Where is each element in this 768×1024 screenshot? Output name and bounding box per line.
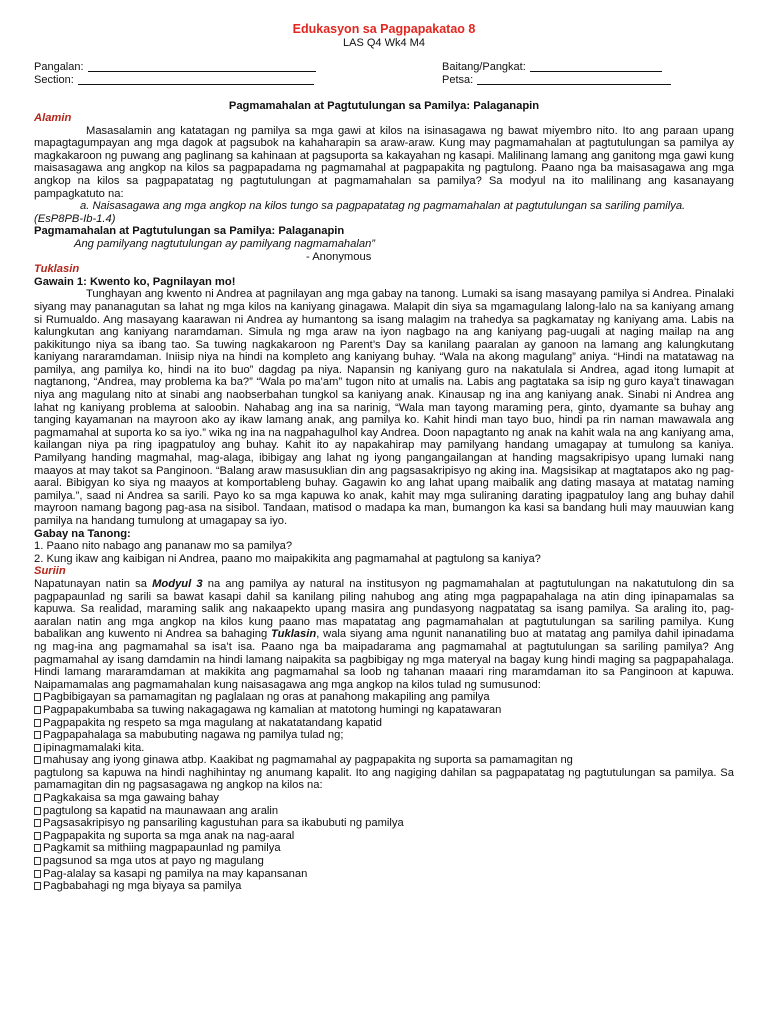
section-field[interactable] (34, 74, 314, 88)
module-code: LAS Q4 Wk4 M4 (343, 37, 425, 49)
bullet-box-icon (34, 844, 41, 852)
suriin-heading: Suriin (34, 565, 66, 578)
bullet-box-icon (34, 794, 41, 802)
list-item: ipinagmamalaki kita. (34, 742, 734, 755)
bullet-box-icon (34, 819, 41, 827)
suriin-paragraph (34, 578, 734, 691)
bullet-box-icon (34, 731, 41, 739)
section-label: Section: (34, 74, 74, 86)
bullet-box-icon (34, 882, 41, 890)
activity-title: Gawain 1: Kwento ko, Pagnilayan mo! (34, 275, 236, 288)
date-blank[interactable] (477, 74, 671, 85)
competency-code: (EsP8PB-Ib-1.4) (34, 212, 116, 225)
name-field[interactable] (34, 61, 316, 75)
list-item: Pagpapahalaga sa mabubuting nagawa ng pamilya tulad ng; (34, 729, 734, 742)
date-field[interactable] (442, 74, 671, 88)
support-paragraph: pagtulong sa kapuwa na hindi naghihintay ng anumang kapalit. Ito ang nagiging dahilan sa pagpapatatag ng pagtutulungan sa pamilya. Sa pamamagitan din ng pagsasagawa ng angkop na kilos na: (34, 766, 734, 792)
suriin-text-a: Napatunayan natin sa (34, 577, 153, 590)
list-item: Pagbabahagi ng mga biyaya sa pamilya (34, 880, 734, 893)
name-label: Pangalan: (34, 61, 84, 73)
suriin-text-c: , wala siyang ama ngunit nananatiling buo at matatag ang pamilya dahil ipinadama ng mag-ina ang pagmamahal sa isa’t isa. Paano nga ba maipadarama ang pagmamahal at pagtutulungan sa sariling pamilya? Ang pagmamahal ay isang damdamin na hindi lamang naipakita sa pagbibigay ng mga materyal na bagay kung hindi maging sa pagpapahalaga. Hindi lamang mararamdaman at makikita ang pagmamahal sa loob ng tahanan maaari ring maramdaman ito sa Panginoon at kapuwa. Naipamamalas ang pagmamahalan kung naisasagawa ang mga angkop na kilos tulad ng sumusunod: (34, 628, 735, 691)
list-item: Pagpapakita ng suporta sa mga anak na nag-aaral (34, 830, 734, 843)
quote-text: Ang pamilyang nagtutulungan ay pamilyang nagmamahalan” (74, 237, 376, 250)
tuklasin-reference: Tuklasin (271, 628, 317, 641)
learning-objective: a. Naisasagawa ang mga angkop na kilos tungo sa pagpapatatag ng pagmamahalan at pagtutulungan sa sariling pamilya. (80, 200, 686, 213)
date-label: Petsa: (442, 74, 474, 86)
list-item: Pagpapakumbaba sa tuwing nakagagawa ng kamalian at matotong humingi ng kapatawaran (34, 704, 734, 717)
list-item: mahusay ang iyong ginawa atbp. Kaakibat ng pagmamahal ay pagpapakita ng suporta sa pamamagitan ng (34, 754, 734, 767)
story-text: Tunghayan ang kwento ni Andrea at pagnilayan ang mga gabay na tanong. Lumaki sa isang masayang pamilya si Andrea. Pinalaki siyang may pananagutan sa lahat ng mga kilos na kaniyang ginagawa. Malapit din siya sa mgamagulang lalong-lalo na sa kaniyang amang si Rumualdo. Ang masayang kaarawan ni Andrea ay humantong sa isang malagim na trahedya sa pagkamatay ng kaniyang ama. Labis na kalungkutan ang kaniyang naramdaman. Simula ng mga araw na iyon nagbago na ang kaniyang pag-uugali at naging mailap na ang pakikitungo niya sa ibang tao. Sa tuwing nagkakaroon ng Parent’s Day sa kanilang paaralan ay ganoon na lamang ang kalungkutang kaniyang nararamdaman. Iniisip niya na hindi na kompleto ang kaniyang buhay. “Wala na akong magulang” aniya. “Hindi na matatawag na pamilya, ang pamilya ko, hindi na ito buo” dagdag pa niya. Napansin ng kaniyang guro na nakatulala si Andrea, agad itong lumapit at nagtanong, “Andrea, may problema ka ba?” “Wala po ma’am” tugon nito at umalis na. Labis ang pagtataka sa isip ng guro kaya’t tinawagan niya ang magulang nito at sinabi ang naobserbahan tungkol sa kaniyang anak. Kinausap ng ina ang kaniyang anak. Sinabi ni Andrea ang lahat ng kaniyang problema at saloobin. Nahabag ang ina sa narinig, “Wala man tayong maraming pera, ginto, dyamante sa buhay ang tanging kayamanan na mayroon ako ay ikaw lamang anak, ang pamilya ko. Kahit hindi man tayo buo, hindi pa rin naman mawawala ang pagmamahal at suporta ko sa iyo.” wika ng ina na nagpahagulhol kay Andrea. Doon napagtanto ng anak na kahit wala na ang kaniyang ama, kailangan niya pa ring ipagpatuloy ang buhay. Kahit ito ay napakahirap may pamilyang handang umagapay at tumulong sa kaniya. Pamilyang handing magmahal, mag-alaga, ibibigay ang lahat ng iyong pangangailangan at handing magsakripisyo upang lumaki nang maayos at may takot sa Panginoon. “Balang araw masusuklian din ang pagsasakripisyo ng aking ina. Magsisikap at magtatapos ako ng pag-aaral. Bibigyan ko siya ng maayos at komportableng buhay. Gagawin ko ang lahat upang maibalik ang dating masaya at matatag naming pamilya.”, saad ni Andrea sa sarili. Payo ko sa mga kapuwa ko anak, kahit may mga suliraning darating ipagpatuloy lang ang buhay dahil mayroon namang bagong pag-asa na sisibol. Tandaan, matisod o madapa ka man, bumangon ka kasi sa bandang huli may mauuwian kang pamilya na handang tumulong at umagapay sa iyo. (34, 288, 734, 527)
alamin-body: Masasalamin ang katatagan ng pamilya sa mga gawi at kilos na isinasagawa ng bawat miyembro nito. Ito ang paraan upang mapagtagumpayan ang mga dagok at pagsubok na kahaharapin sa araw-araw. Kung may pagmamahalan at pagtutulungan sa pamilya ay magkakaroon ng puwang ang paglinang sa kahinaan at pagsuporta sa kakayahan ng kasapi. Malilinang lamang ang ganitong mga gawi kung maisasagawa ang angkop na kilos sa pagpapadama ng pagmamahal at pagpapakita ng pagtulong. Paano nga ba maisasagawa ang mga angkop na kilos sa pagpapatatag ng pagtutulungan at pagmamahalan sa pamilya? Sa modyul na ito malilinang ang kasanayang pampagkatuto na: (34, 124, 734, 200)
bullet-box-icon (34, 857, 41, 865)
list-item: Pag-alalay sa kasapi ng pamilya na may kapansanan (34, 868, 734, 881)
bullet-box-icon (34, 870, 41, 878)
list-item: Pagpapakita ng respeto sa mga magulang at nakatatandang kapatid (34, 717, 734, 730)
bullet-box-icon (34, 706, 41, 714)
bullet-box-icon (34, 744, 41, 752)
student-info-fields (34, 61, 734, 91)
grade-blank[interactable] (530, 61, 662, 72)
name-blank[interactable] (88, 61, 316, 72)
quote-author: - Anonymous (306, 250, 372, 263)
list-item: Pagsasakripisyo ng pansariling kagustuhan para sa ikabubuti ng pamilya (34, 817, 734, 830)
grade-field[interactable] (442, 61, 662, 75)
grade-label: Baitang/Pangkat: (442, 61, 526, 73)
bullet-box-icon (34, 807, 41, 815)
guide-questions-heading: Gabay na Tanong: (34, 527, 131, 540)
list-item: pagtulong sa kapatid na maunawaan ang aralin (34, 805, 734, 818)
bullet-box-icon (34, 719, 41, 727)
bullet-box-icon (34, 693, 41, 701)
modyul-reference: Modyul 3 (152, 577, 203, 590)
list-item: pagsunod sa mga utos at payo ng magulang (34, 855, 734, 868)
guide-question: 1. Paano nito nabago ang pananaw mo sa pamilya? (34, 540, 293, 553)
alamin-heading: Alamin (34, 112, 72, 124)
subject-title: Edukasyon sa Pagpapakatao 8 (292, 22, 476, 36)
section-blank[interactable] (78, 74, 314, 85)
list-item: Pagkamit sa mithiing magpapaunlad ng pamilya (34, 842, 734, 855)
bullet-box-icon (34, 756, 41, 764)
lesson-title: Pagmamahalan at Pagtutulungan sa Pamilya: Palaganapin (228, 100, 540, 112)
tuklasin-heading: Tuklasin (34, 263, 80, 276)
list-item: Pagkakaisa sa mga gawaing bahay (34, 792, 734, 805)
suriin-text-b: na ang pamilya ay natural na institusyon ng pagmamahalan at pagtutulungan na nakatutulong din sa pagpapaunlad ng sarili sa bawat kasapi dahil sa kanilang piling nahubog ang ating mga pagpapahalaga na atin ding ipinapamalas sa kapuwa. Sa realidad, maraming salik ang nakaapekto upang masira ang pundasyong nagpatatag sa isang pamilya. Sa araling ito, pag-aaralan natin ang mga angkop na kilos kung paano mas mapatatag ang pagmamahalan at pagtutulungan sa sariling pamilya. Kung babalikan ang kuwento ni Andrea sa bahaging (34, 577, 734, 641)
list-item: Pagbibigayan sa pamamagitan ng paglalaan ng oras at panahong makapiling ang pamilya (34, 691, 734, 704)
bullet-box-icon (34, 832, 41, 840)
quote-heading: Pagmamahalan at Pagtutulungan sa Pamilya: Palaganapin (34, 225, 345, 238)
guide-question: 2. Kung ikaw ang kaibigan ni Andrea, paano mo maipakikita ang pagmamahal at pagtulong sa kaniya? (34, 552, 541, 565)
